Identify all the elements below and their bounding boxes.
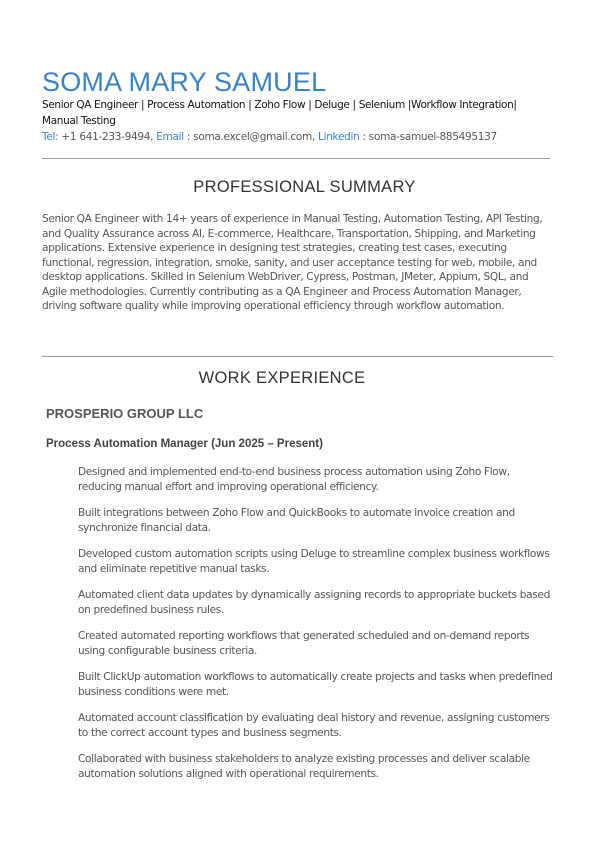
summary-text: Senior QA Engineer with 14+ years of experience in Manual Testing, Automation Testing, API Testing, and Quality Assurance across AI, E-commerce, Healthcare, Transportation, Shipping, and Marketing applications. Extensive experience in designing test strategies, creating test cases, executing functional, regression, integration, smoke, sanity, and user acceptance testing for web, mobile, and desktop applications. Skilled in Selenium WebDriver, Cypress, Postman, JMeter, Appium, SQL, and Agile methodologies. Currently contributing as a QA Engineer and Process Automation Manager, driving software quality while improving operational efficiency through workflow automation.: [42, 213, 543, 312]
candidate-name: SOMA MARY SAMUEL: [42, 67, 327, 97]
email-value: : soma.excel@gmail.com,: [186, 131, 315, 143]
list-item: Automated account classification by evaluating deal history and revenue, assigning customers to the correct account types and business segments.: [78, 712, 550, 739]
summary-divider: [42, 356, 553, 357]
list-item: Automated client data updates by dynamically assigning records to appropriate buckets based on predefined business rules.: [78, 589, 550, 616]
responsibility-list: [78, 465, 554, 793]
job-title: Process Automation Manager (Jun 2025 – Present): [46, 438, 323, 450]
email-label: Email: [156, 131, 184, 143]
tel-label: Tel:: [42, 131, 59, 143]
tel-value: +1 641-233-9494,: [61, 131, 154, 143]
list-item: Developed custom automation scripts using Deluge to streamline complex business workflows and eliminate repetitive manual tasks.: [78, 548, 550, 575]
contact-line: [42, 130, 562, 144]
linkedin-value: : soma-samuel-885495137: [362, 131, 497, 143]
list-item: Collaborated with business stakeholders to analyze existing processes and deliver scalable automation solutions aligned with operational requirements.: [78, 753, 530, 780]
company-name: PROSPERIO GROUP LLC: [46, 406, 204, 421]
summary-heading: PROFESSIONAL SUMMARY: [193, 178, 416, 196]
headline: Senior QA Engineer | Process Automation | Zoho Flow | Deluge | Selenium |Workflow Integration| Manual Testing: [42, 99, 517, 127]
list-item: Designed and implemented end-to-end business process automation using Zoho Flow, reducing manual effort and improving operational efficiency.: [78, 466, 510, 493]
list-item: Created automated reporting workflows that generated scheduled and on-demand reports using configurable business criteria.: [78, 630, 530, 657]
list-item: Built integrations between Zoho Flow and QuickBooks to automate invoice creation and synchronize financial data.: [78, 507, 515, 534]
experience-heading: WORK EXPERIENCE: [198, 369, 366, 387]
list-item: Built ClickUp automation workflows to automatically create projects and tasks when predefined business conditions were met.: [78, 671, 553, 698]
linkedin-label: Linkedin: [318, 131, 360, 143]
header-divider: [42, 158, 550, 159]
